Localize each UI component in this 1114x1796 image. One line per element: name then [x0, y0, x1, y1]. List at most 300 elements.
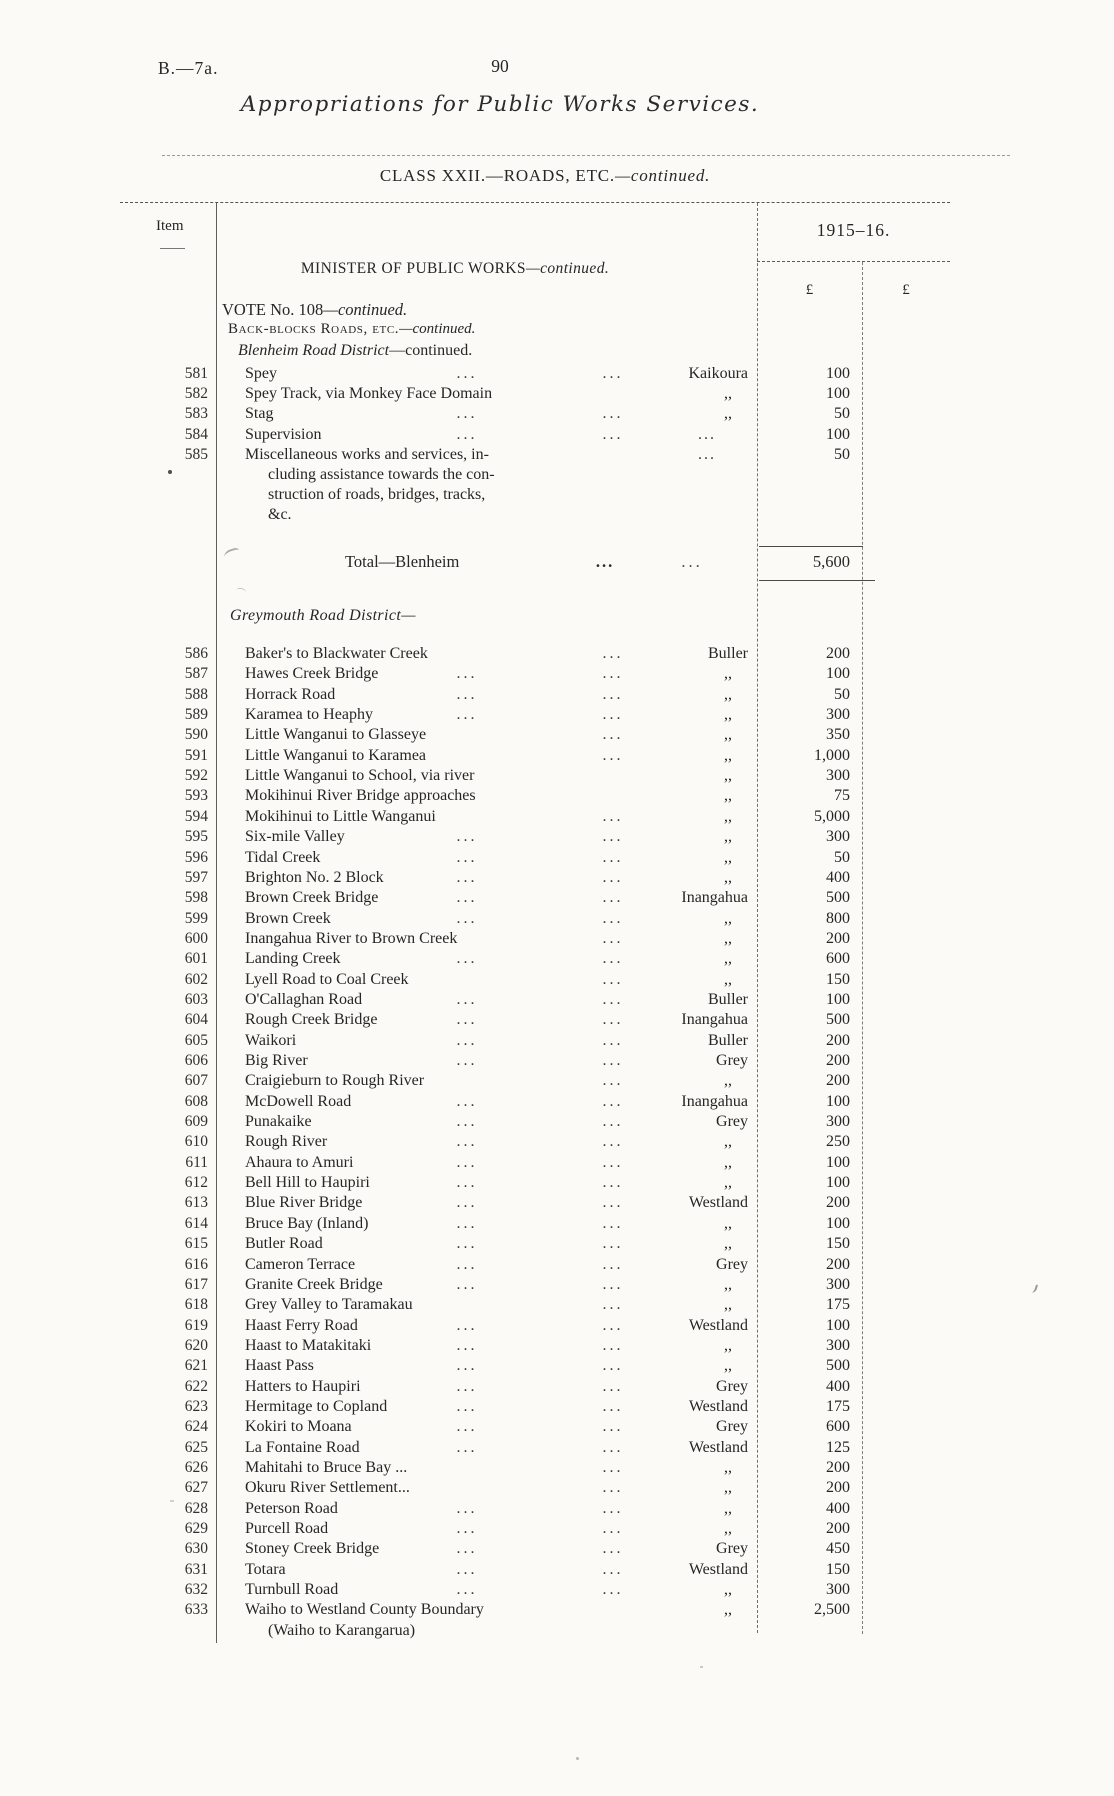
- item-label-dash: [160, 248, 185, 249]
- item-number: 615: [184, 1235, 208, 1253]
- table-row: [0, 385, 1010, 406]
- scan-artifact: [576, 1757, 579, 1760]
- description: Cameron Terrace: [245, 1255, 356, 1273]
- dot-leader: ...: [602, 685, 624, 703]
- dot-leader: ...: [602, 1133, 624, 1151]
- item-number: 630: [184, 1540, 208, 1558]
- item-number: 612: [184, 1174, 208, 1192]
- dot-leader: ...: [456, 909, 478, 927]
- amount: 200: [826, 1255, 850, 1273]
- item-number: 606: [184, 1052, 208, 1069]
- amount: 400: [826, 1499, 850, 1517]
- description: Haast to Matakitaki: [245, 1336, 372, 1354]
- locality: ...: [698, 445, 716, 463]
- item-number: 625: [184, 1438, 208, 1456]
- scan-artifact: [235, 587, 246, 596]
- dot-leader: ...: [602, 1581, 624, 1599]
- table-row: [0, 1154, 1010, 1175]
- locality: ,,: [724, 950, 732, 968]
- amount: 300: [826, 828, 850, 846]
- amount: 100: [826, 990, 850, 1008]
- locality: ,,: [724, 1357, 732, 1375]
- table-row: [0, 1378, 1010, 1399]
- table-row: [0, 747, 1010, 768]
- dot-leader: ...: [602, 1011, 624, 1029]
- locality: ,,: [724, 970, 732, 988]
- dot-leader: ...: [602, 1540, 624, 1558]
- amount: 100: [826, 425, 850, 443]
- locality: ,,: [724, 1581, 732, 1599]
- item-number: 588: [184, 685, 208, 703]
- dot-leader: ...: [456, 1214, 478, 1232]
- table-row: [0, 1459, 1010, 1480]
- dot-leader: ...: [456, 425, 478, 443]
- amount: 450: [826, 1540, 850, 1558]
- amount: 200: [826, 1072, 850, 1090]
- table-row: [0, 1052, 1010, 1073]
- description: Inangahua River to Brown Creek: [245, 929, 458, 947]
- district-suffix: —continued.: [389, 342, 473, 359]
- dot-leader: ...: [456, 706, 478, 724]
- table-row: [0, 828, 1010, 849]
- description: Stoney Creek Bridge: [245, 1540, 380, 1558]
- description: Ahaura to Amuri: [245, 1153, 354, 1171]
- locality: Grey: [716, 1052, 748, 1069]
- description: Kokiri to Moana: [245, 1418, 352, 1436]
- table-row: [0, 930, 1010, 951]
- description: Hawes Creek Bridge: [245, 665, 379, 683]
- dot-leader: ...: [602, 950, 624, 968]
- description: Spey: [245, 365, 277, 382]
- description: Purcell Road: [245, 1520, 329, 1538]
- dot-leader: ...: [602, 665, 624, 683]
- subheading-text: Back-blocks Roads, etc.: [228, 321, 400, 337]
- dot-leader: ...: [602, 909, 624, 927]
- description: Haast Ferry Road: [245, 1316, 358, 1334]
- amount: 175: [826, 1296, 850, 1314]
- table-row: [0, 1581, 1010, 1602]
- item-number: 583: [184, 405, 208, 423]
- minister-heading-suffix: —continued.: [525, 260, 610, 277]
- item-number: 589: [184, 706, 208, 724]
- amount: 200: [826, 645, 850, 662]
- table-row: [0, 1500, 1010, 1521]
- dot-leader: ...: [456, 990, 478, 1008]
- amount: 175: [826, 1397, 850, 1415]
- locality: ,,: [724, 807, 732, 825]
- description: Waiho to Westland County Boundary: [245, 1601, 484, 1619]
- item-number: 622: [184, 1377, 208, 1395]
- item-number: 596: [184, 848, 208, 866]
- locality: Grey: [716, 1255, 748, 1273]
- item-number: 591: [184, 746, 208, 764]
- dot-leader: ...: [681, 552, 703, 571]
- description: Baker's to Blackwater Creek: [245, 645, 428, 662]
- description: struction of roads, bridges, tracks,: [268, 486, 486, 504]
- dot-leader: ...: [456, 1581, 478, 1599]
- dot-leader: ...: [602, 1459, 624, 1476]
- description: Hatters to Haupiri: [245, 1377, 361, 1395]
- dot-leader: ...: [456, 1357, 478, 1375]
- dot-leader: ...: [456, 1194, 478, 1212]
- amount: 300: [826, 767, 850, 785]
- locality: ,,: [724, 1479, 732, 1497]
- table-row: [0, 405, 1010, 426]
- subheading-suffix: —continued.: [399, 321, 476, 337]
- description: Waikori: [245, 1031, 297, 1049]
- dot-leader: ...: [602, 1438, 624, 1456]
- table-row-continuation: [0, 506, 1010, 527]
- class-heading-text: CLASS XXII.—ROADS, ETC.: [379, 166, 615, 185]
- dot-leader: ...: [456, 1031, 478, 1049]
- item-number: 613: [184, 1194, 208, 1212]
- vote-heading-text: VOTE No. 108: [222, 300, 324, 319]
- table-row: [0, 1011, 1010, 1032]
- amount: 100: [826, 1316, 850, 1334]
- class-heading: [280, 166, 810, 186]
- locality: Inangahua: [681, 889, 748, 907]
- dot-leader: ...: [602, 1255, 624, 1273]
- description: Six-mile Valley: [245, 828, 345, 846]
- item-number: 593: [184, 787, 208, 805]
- amount: 300: [826, 1336, 850, 1354]
- table-row: [0, 849, 1010, 870]
- amount: 100: [826, 1153, 850, 1171]
- locality: ,,: [724, 1499, 732, 1517]
- locality: Kaikoura: [688, 365, 748, 382]
- amount: 400: [826, 868, 850, 886]
- table-row: [0, 1194, 1010, 1215]
- locality: ,,: [724, 746, 732, 764]
- table-row: [0, 869, 1010, 890]
- item-number: 584: [184, 425, 208, 443]
- total-amount: 5,600: [812, 552, 850, 571]
- item-number: 620: [184, 1336, 208, 1354]
- amount: 150: [826, 970, 850, 988]
- table-row: [0, 1235, 1010, 1256]
- item-number: 628: [184, 1499, 208, 1517]
- locality: ,,: [724, 405, 732, 423]
- table-row: [0, 1337, 1010, 1358]
- item-number: 619: [184, 1316, 208, 1334]
- dot-leader: ...: [602, 746, 624, 764]
- dot-leader: ...: [602, 1174, 624, 1192]
- description: Little Wanganui to Karamea: [245, 746, 427, 764]
- item-number: 598: [184, 889, 208, 907]
- dot-leader: ...: [456, 685, 478, 703]
- table-row: [0, 726, 1010, 747]
- description: Stag: [245, 405, 274, 423]
- document-reference: B.—7a.: [158, 58, 219, 78]
- total-label: Total—Blenheim: [345, 552, 460, 571]
- locality: ,,: [724, 1153, 732, 1171]
- dot-leader: ...: [456, 1133, 478, 1151]
- item-number: 629: [184, 1520, 208, 1538]
- amount: 100: [826, 1092, 850, 1110]
- locality: ,,: [724, 1459, 732, 1476]
- description: cluding assistance towards the con-: [268, 466, 495, 483]
- dot-leader: ...: [602, 706, 624, 724]
- amount: 100: [826, 365, 850, 382]
- locality: ,,: [724, 1601, 732, 1619]
- description: Hermitage to Copland: [245, 1397, 388, 1415]
- table-row: [0, 1479, 1010, 1500]
- locality: Inangahua: [681, 1092, 748, 1110]
- description: Tidal Creek: [245, 848, 321, 866]
- description: McDowell Road: [245, 1092, 352, 1110]
- description: Turnbull Road: [245, 1581, 339, 1599]
- dot-leader: ...: [456, 1153, 478, 1171]
- year-header: 1915–16.: [816, 220, 891, 240]
- description: Okuru River Settlement...: [245, 1479, 410, 1497]
- dot-leader: ...: [456, 889, 478, 907]
- locality: ,,: [724, 868, 732, 886]
- table-row: [0, 1174, 1010, 1195]
- table-row: [0, 706, 1010, 727]
- item-number: 633: [184, 1601, 208, 1619]
- amount: 200: [826, 929, 850, 947]
- table-row: [0, 971, 1010, 992]
- description: Rough Creek Bridge: [245, 1011, 378, 1029]
- description: Grey Valley to Taramakau: [245, 1296, 413, 1314]
- locality: Grey: [716, 1113, 748, 1131]
- table-row: [0, 665, 1010, 686]
- item-number: 608: [184, 1092, 208, 1110]
- locality: ,,: [724, 1520, 732, 1538]
- minister-heading: [235, 260, 675, 278]
- amount: 50: [834, 445, 850, 463]
- locality: ,,: [724, 787, 732, 805]
- dot-leader: ...: [602, 990, 624, 1008]
- description: Brighton No. 2 Block: [245, 868, 384, 886]
- locality: ,,: [724, 929, 732, 947]
- locality: Westland: [688, 1438, 748, 1456]
- table-row: [0, 1398, 1010, 1419]
- amount: 125: [826, 1438, 850, 1456]
- item-number: 621: [184, 1357, 208, 1375]
- table-row: [0, 1601, 1010, 1622]
- locality: Westland: [688, 1560, 748, 1578]
- table-row: [0, 1113, 1010, 1134]
- description: Bell Hill to Haupiri: [245, 1174, 370, 1192]
- currency-symbol-right: £: [902, 282, 910, 298]
- dot-leader: ...: [602, 1560, 624, 1578]
- item-number: 594: [184, 807, 208, 825]
- dot-leader: ...: [456, 1499, 478, 1517]
- dot-leader: ...: [602, 868, 624, 886]
- table-row: [0, 1256, 1010, 1277]
- locality: Westland: [688, 1194, 748, 1212]
- item-number: 626: [184, 1459, 208, 1476]
- table-row: [0, 1133, 1010, 1154]
- dot-leader: ...: [602, 1153, 624, 1171]
- locality: ,,: [724, 1214, 732, 1232]
- item-number: 590: [184, 726, 208, 744]
- description: Supervision: [245, 425, 322, 443]
- total-rule-below: [759, 580, 875, 581]
- item-number: 592: [184, 767, 208, 785]
- amount: 100: [826, 665, 850, 683]
- table-row: [0, 686, 1010, 707]
- locality: Westland: [688, 1397, 748, 1415]
- table-row-continuation: [0, 466, 1010, 487]
- item-number: 599: [184, 909, 208, 927]
- locality: ,,: [724, 706, 732, 724]
- table-row: [0, 1418, 1010, 1439]
- item-number: 627: [184, 1479, 208, 1497]
- class-heading-suffix: —continued.: [614, 166, 711, 185]
- item-number: 623: [184, 1397, 208, 1415]
- table-row: [0, 1317, 1010, 1338]
- dot-leader: ...: [602, 1214, 624, 1232]
- dot-leader: ...: [456, 1397, 478, 1415]
- item-number: 595: [184, 828, 208, 846]
- dot-leader: ...: [602, 1052, 624, 1069]
- locality: ,,: [724, 1235, 732, 1253]
- scan-artifact: [1029, 1283, 1038, 1293]
- dot-leader: ...: [456, 828, 478, 846]
- item-number: 617: [184, 1275, 208, 1293]
- table-row: [0, 1520, 1010, 1541]
- item-number: 581: [184, 365, 208, 382]
- amount: 2,500: [814, 1601, 850, 1619]
- locality: ...: [698, 425, 716, 443]
- amount: 500: [826, 889, 850, 907]
- district-heading-blenheim: [238, 342, 472, 360]
- locality: Grey: [716, 1418, 748, 1436]
- dot-leader: ...: [602, 970, 624, 988]
- table-row: [0, 446, 1010, 467]
- dot-leader: ...: [602, 365, 624, 382]
- item-column-label: Item: [156, 218, 184, 234]
- description: Big River: [245, 1052, 308, 1069]
- description: Spey Track, via Monkey Face Domain: [245, 385, 493, 403]
- item-number: 587: [184, 665, 208, 683]
- item-number: 618: [184, 1296, 208, 1314]
- description: Little Wanganui to Glasseye: [245, 726, 427, 744]
- dot-leader: ...: [602, 1275, 624, 1293]
- item-number: 597: [184, 868, 208, 886]
- table-row: [0, 426, 1010, 447]
- dot-leader: ...: [602, 1479, 624, 1497]
- item-number: 624: [184, 1418, 208, 1436]
- locality: ,,: [724, 1072, 732, 1090]
- vote-heading: [222, 300, 407, 320]
- minister-heading-text: MINISTER OF PUBLIC WORKS: [300, 260, 526, 277]
- table-row: [0, 1439, 1010, 1460]
- vote-heading-suffix: —continued.: [323, 300, 408, 319]
- dot-leader: ...: [456, 1275, 478, 1293]
- locality: ,,: [724, 1174, 732, 1192]
- dot-leader: ...: [456, 1540, 478, 1558]
- dot-leader: ...: [602, 1499, 624, 1517]
- table-row: [0, 365, 1010, 386]
- table-row: [0, 1072, 1010, 1093]
- amount: 250: [826, 1133, 850, 1151]
- dot-leader: ...: [602, 1377, 624, 1395]
- table-row: [0, 787, 1010, 808]
- description: Brown Creek Bridge: [245, 889, 379, 907]
- description: Karamea to Heaphy: [245, 706, 373, 724]
- amount: 350: [826, 726, 850, 744]
- table-row-continuation: [0, 486, 1010, 507]
- dot-leader: ...: [602, 1072, 624, 1090]
- description: Mokihinui to Little Wanganui: [245, 807, 436, 825]
- description: La Fontaine Road: [245, 1438, 360, 1456]
- locality: Buller: [708, 990, 748, 1008]
- dot-leader: ...: [602, 1316, 624, 1334]
- dot-leader: ...: [602, 848, 624, 866]
- dot-leader: ...: [595, 552, 615, 571]
- amount: 200: [826, 1052, 850, 1069]
- dot-leader: ...: [602, 405, 624, 423]
- item-number: 582: [184, 385, 208, 403]
- dot-leader: ...: [602, 807, 624, 825]
- dot-leader: ...: [456, 1316, 478, 1334]
- scan-artifact: [170, 1500, 174, 1502]
- table-row: [0, 1093, 1010, 1114]
- dot-leader: ...: [456, 1438, 478, 1456]
- amount: 600: [826, 950, 850, 968]
- dot-leader: ...: [602, 1113, 624, 1131]
- amount: 150: [826, 1560, 850, 1578]
- dot-leader: ...: [602, 889, 624, 907]
- table-row: [0, 808, 1010, 829]
- dot-leader: ...: [602, 929, 624, 947]
- table-row: [0, 645, 1010, 666]
- amount: 100: [826, 1174, 850, 1192]
- locality: Westland: [688, 1316, 748, 1334]
- dot-leader: ...: [602, 828, 624, 846]
- locality: Buller: [708, 1031, 748, 1049]
- description: Miscellaneous works and services, in-: [245, 445, 489, 463]
- dot-leader: ...: [456, 1011, 478, 1029]
- description: Craigieburn to Rough River: [245, 1072, 425, 1090]
- amount: 200: [826, 1520, 850, 1538]
- description: Bruce Bay (Inland): [245, 1214, 369, 1232]
- locality: ,,: [724, 1336, 732, 1354]
- dot-leader: ...: [602, 1194, 624, 1212]
- dot-leader: ...: [456, 665, 478, 683]
- amount: 600: [826, 1418, 850, 1436]
- description: &c.: [268, 506, 292, 524]
- amount: 150: [826, 1235, 850, 1253]
- locality: ,,: [724, 828, 732, 846]
- dot-leader: ...: [602, 1235, 624, 1253]
- item-number: 614: [184, 1214, 208, 1232]
- item-number: 609: [184, 1113, 208, 1131]
- amount: 500: [826, 1357, 850, 1375]
- dot-leader: ...: [456, 1052, 478, 1069]
- description: Granite Creek Bridge: [245, 1275, 383, 1293]
- title-rule: [162, 155, 1010, 156]
- dot-leader: ...: [456, 1418, 478, 1436]
- total-rule-above: [759, 546, 863, 547]
- locality: ,,: [724, 1296, 732, 1314]
- locality: ,,: [724, 385, 732, 403]
- dot-leader: ...: [602, 1031, 624, 1049]
- amount: 300: [826, 1275, 850, 1293]
- page-number: 90: [491, 56, 509, 76]
- amount: 800: [826, 909, 850, 927]
- amount: 300: [826, 1113, 850, 1131]
- dot-leader: ...: [456, 405, 478, 423]
- district-heading-greymouth: Greymouth Road District—: [230, 607, 416, 624]
- dot-leader: ...: [456, 1255, 478, 1273]
- item-number: 602: [184, 970, 208, 988]
- table-row: [0, 1296, 1010, 1317]
- dot-leader: ...: [456, 1113, 478, 1131]
